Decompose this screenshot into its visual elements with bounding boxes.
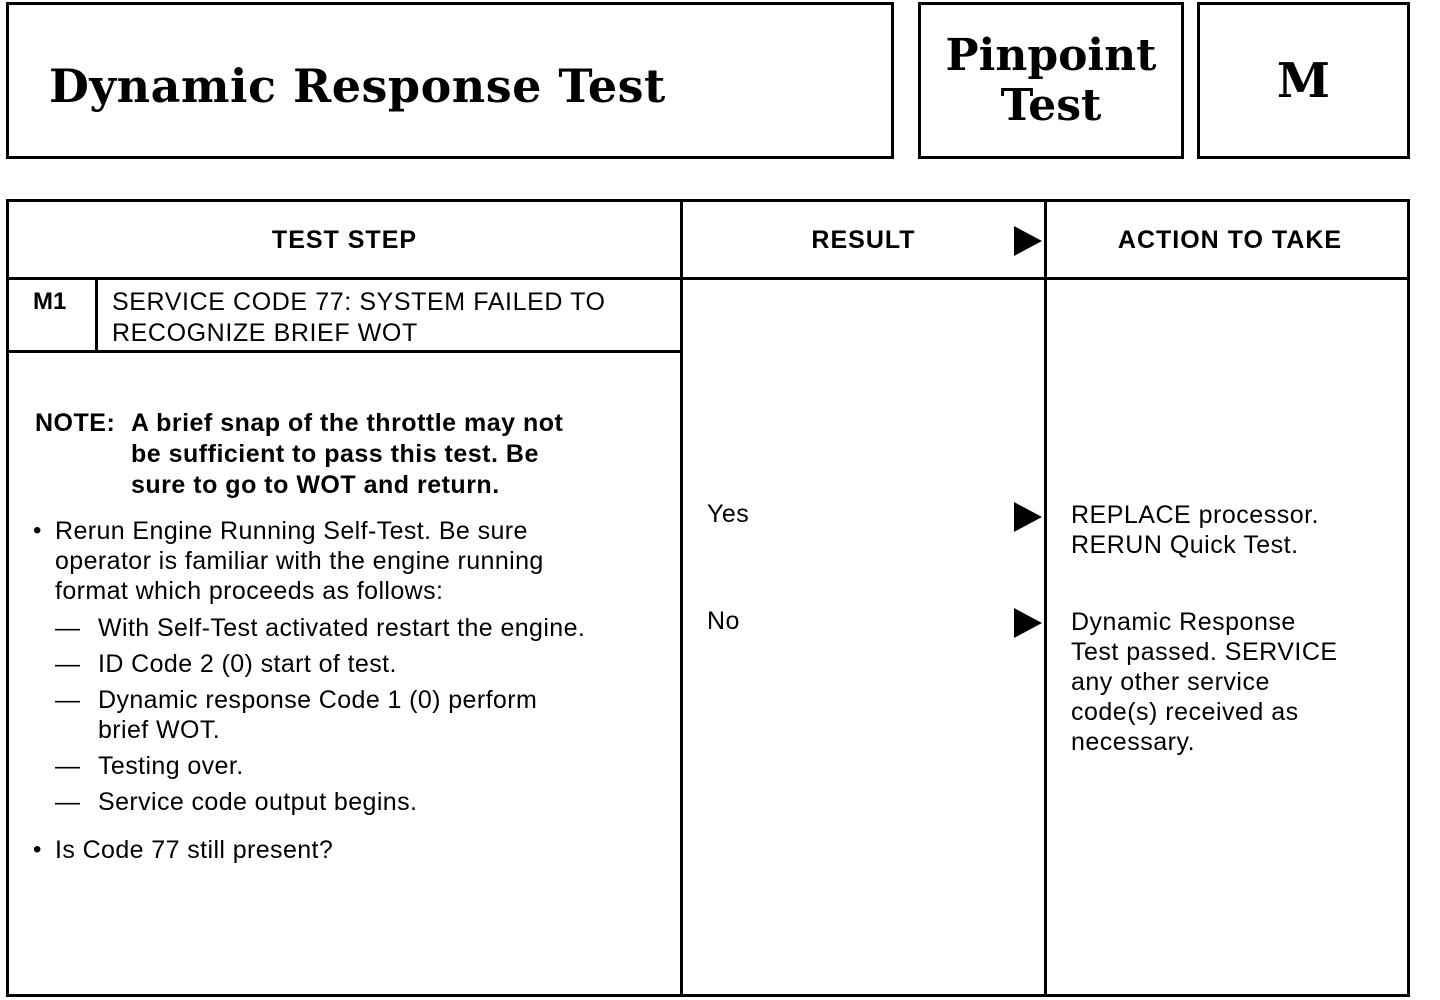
section-letter-box	[1197, 2, 1410, 159]
note-block	[35, 408, 655, 501]
sequence-item-2-text: ID Code 2 (0) start of test.	[98, 650, 397, 678]
sequence-item-4-text: Testing over.	[98, 752, 244, 780]
dash-marker: —	[55, 752, 81, 780]
sequence-item-4	[55, 751, 244, 781]
dash-marker: —	[55, 788, 81, 816]
sequence-item-5	[55, 787, 418, 817]
result-yes-arrow-icon	[1014, 502, 1042, 532]
header-arrow-icon	[1014, 226, 1042, 256]
result-no: No	[707, 607, 740, 635]
result-yes: Yes	[707, 500, 750, 528]
bullet-1-line-1: • Rerun Engine Running Self-Test. Be sure	[55, 517, 528, 545]
step-id-divider	[95, 278, 98, 350]
sequence-item-1	[55, 613, 586, 643]
bullet-1-line-2: operator is familiar with the engine running	[55, 547, 544, 575]
action-no-line-5: necessary.	[1071, 728, 1196, 756]
sequence-item-1-text: With Self-Test activated restart the engine.	[98, 614, 586, 642]
test-table	[6, 199, 1410, 997]
sequence-item-3	[55, 685, 538, 745]
action-no-line-3: any other service	[1071, 668, 1270, 696]
instruction-bullet-2	[55, 835, 333, 865]
note-line-2: be sufficient to pass this test. Be	[131, 440, 539, 468]
result-no-arrow-icon	[1014, 608, 1042, 638]
sequence-item-3-line-2: brief WOT.	[98, 716, 221, 744]
action-yes	[1071, 500, 1319, 560]
divider-step-result	[680, 202, 683, 994]
step-title-divider	[9, 350, 680, 353]
pinpoint-line-2: Test	[1000, 79, 1102, 131]
action-no-line-4: code(s) received as	[1071, 698, 1299, 726]
pinpoint-test-label	[946, 31, 1157, 131]
step-title-line-2: RECOGNIZE BRIEF WOT	[112, 319, 418, 347]
column-header-result: RESULT	[811, 225, 916, 254]
sequence-item-2	[55, 649, 397, 679]
step-title-line-1: SERVICE CODE 77: SYSTEM FAILED TO	[112, 288, 606, 316]
dash-marker: —	[55, 686, 81, 714]
action-yes-line-2: RERUN Quick Test.	[1071, 531, 1299, 559]
dash-marker: —	[55, 650, 81, 678]
action-yes-line-1: REPLACE processor.	[1071, 501, 1319, 529]
section-letter: M	[1276, 52, 1331, 109]
note-line-3: sure to go to WOT and return.	[131, 471, 500, 499]
dash-marker: —	[55, 614, 81, 642]
sequence-item-5-text: Service code output begins.	[98, 788, 418, 816]
step-id: M1	[33, 288, 67, 315]
note-line-1: A brief snap of the throttle may not	[131, 409, 564, 437]
pinpoint-line-1: Pinpoint	[945, 29, 1157, 81]
page-title: Dynamic Response Test	[49, 59, 666, 113]
action-no-line-1: Dynamic Response	[1071, 608, 1296, 636]
note-label: NOTE:	[35, 409, 116, 437]
column-header-test-step: TEST STEP	[271, 225, 418, 254]
bullet-1-line-3: format which proceeds as follows:	[55, 577, 444, 605]
action-no	[1071, 607, 1338, 757]
column-header-action: ACTION TO TAKE	[1117, 225, 1343, 254]
step-title	[112, 287, 672, 349]
title-box	[6, 2, 894, 159]
action-no-line-2: Test passed. SERVICE	[1071, 638, 1338, 666]
sequence-item-3-line-1: Dynamic response Code 1 (0) perform	[98, 686, 538, 714]
instruction-bullet-1	[55, 516, 544, 606]
pinpoint-test-box	[918, 2, 1184, 159]
bullet-2-text: • Is Code 77 still present?	[55, 836, 334, 864]
divider-result-action	[1044, 202, 1047, 994]
